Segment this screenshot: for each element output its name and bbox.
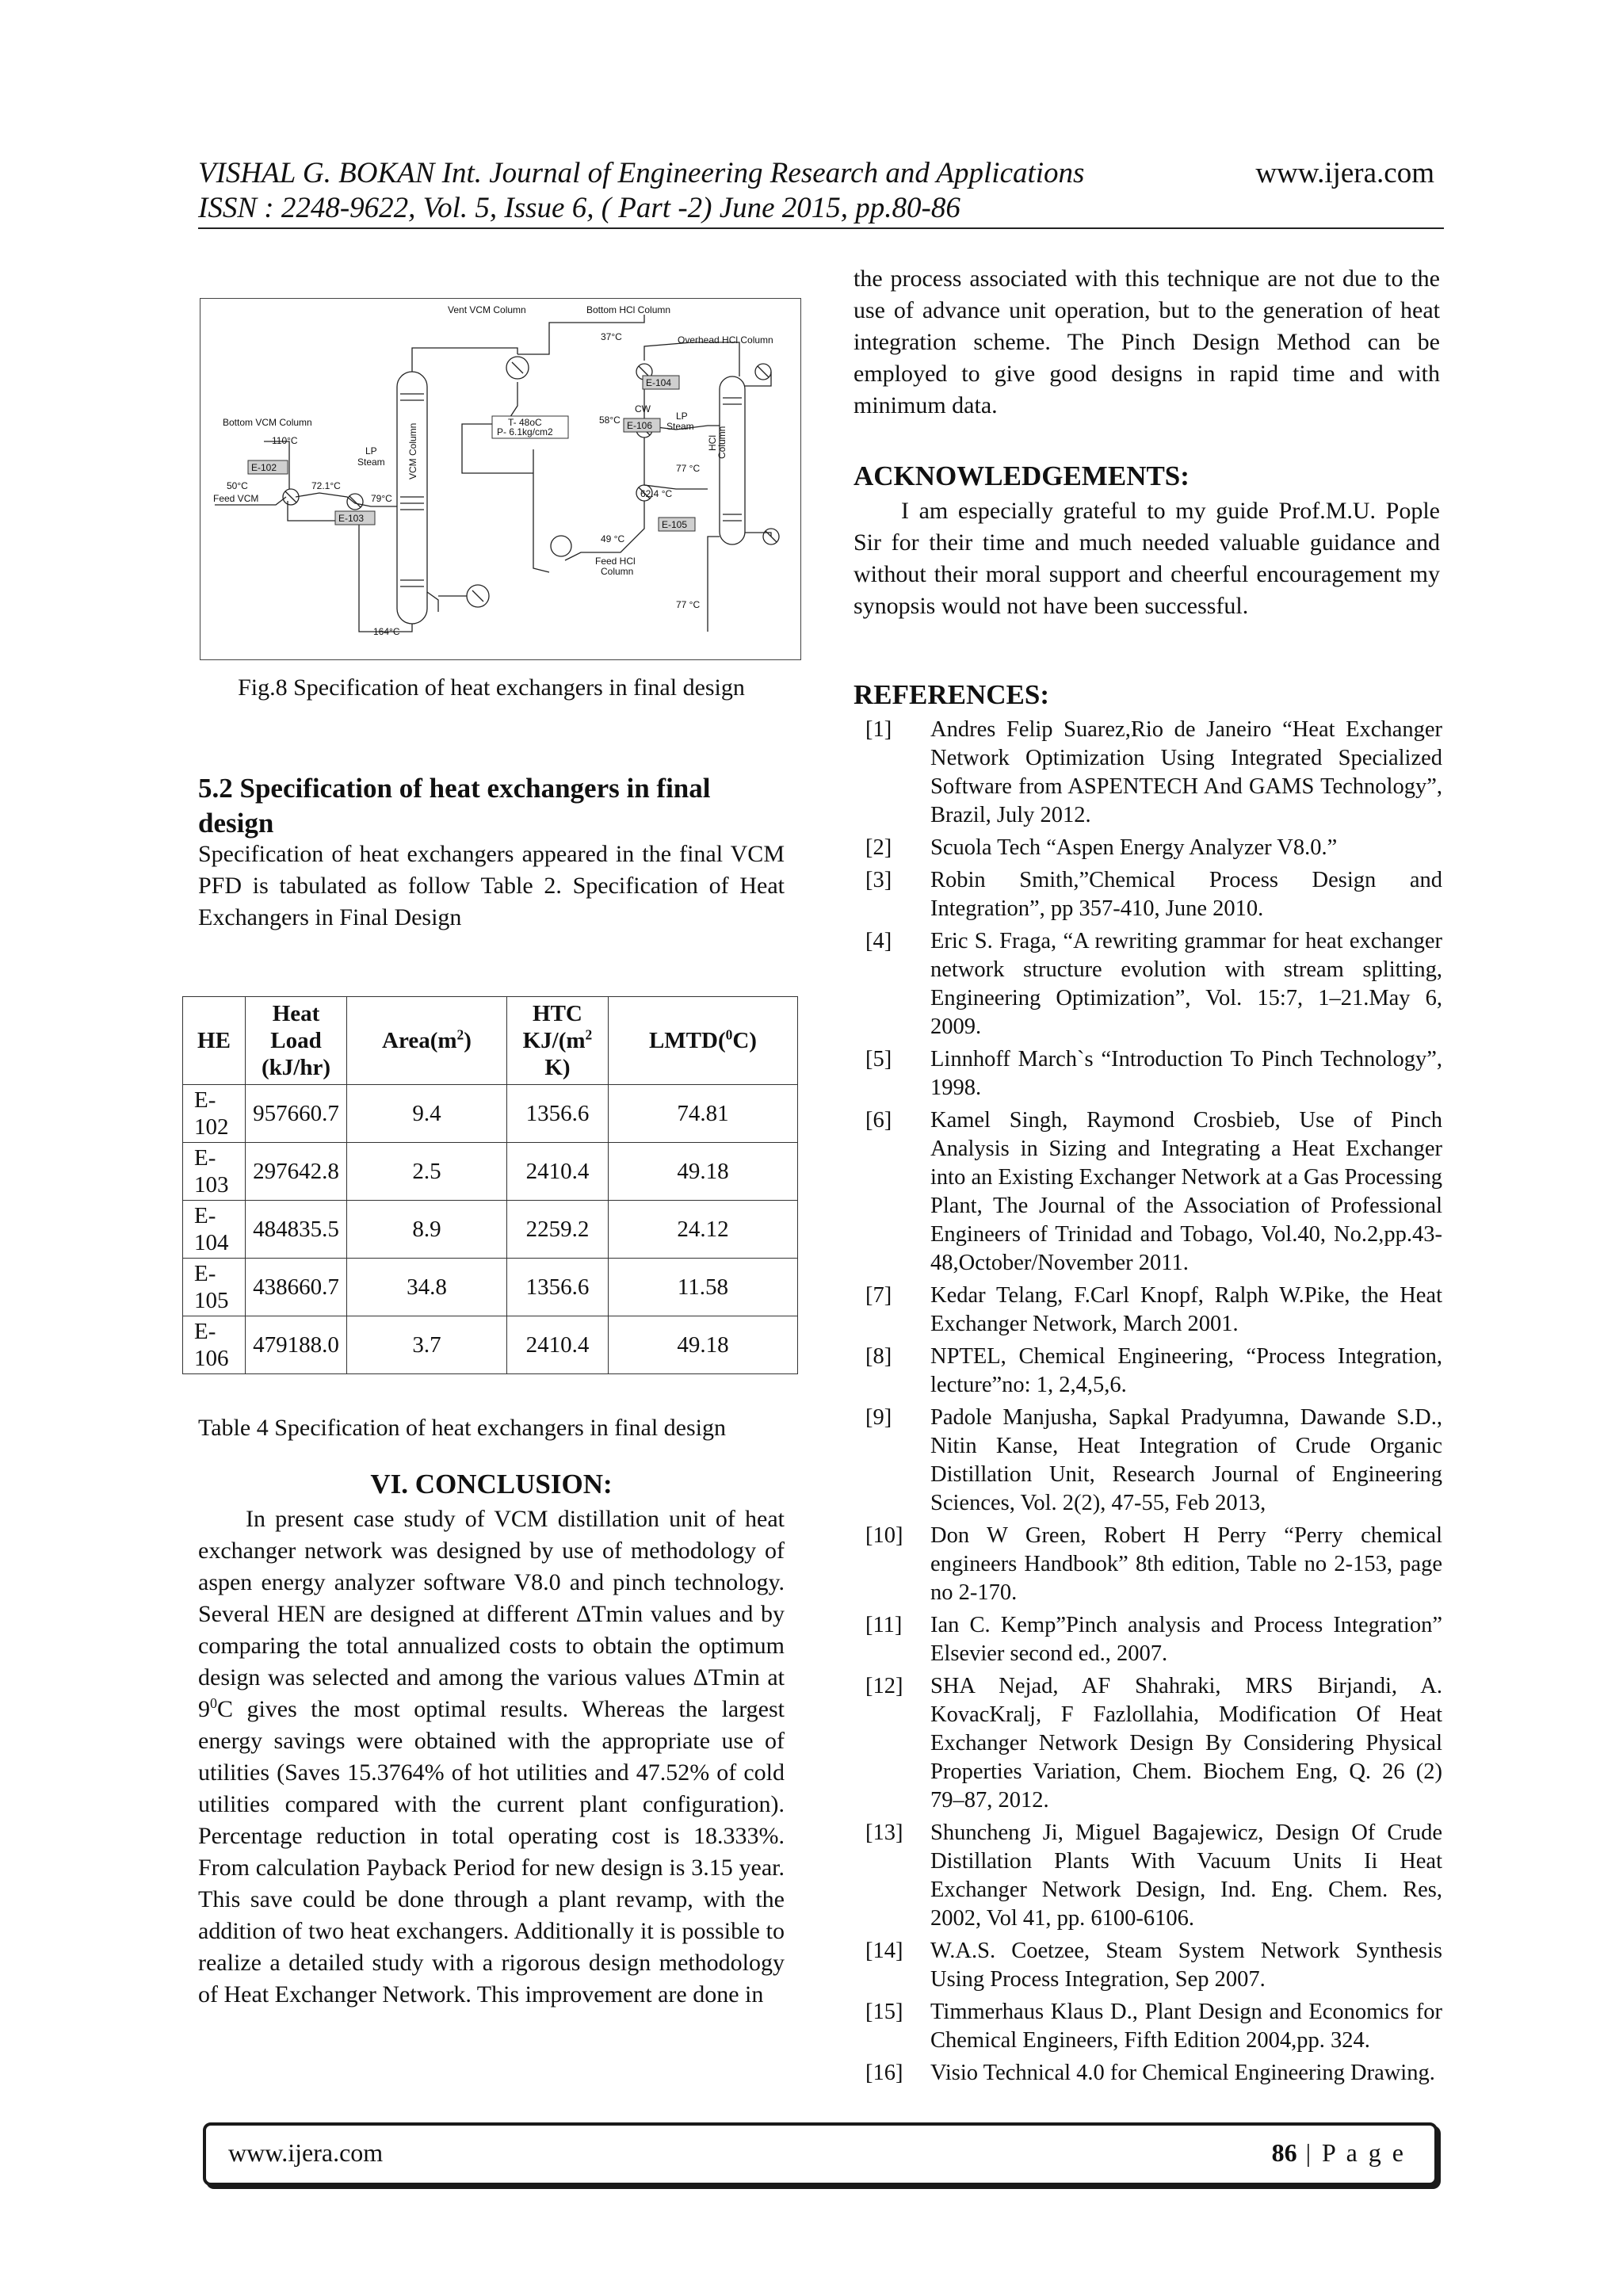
conclusion-body: In present case study of VCM distillation unit of heat exchanger network was designed by use of methodology of aspen energy analyzer software V8.0 and pinch technology. Several HEN are designed at different ΔTmin values and by comparing the total annualized costs to obtain the optimum design was selected and among the various values ΔTmin at $9^0C$ gives the most optimal results. Whereas the largest energy savings were obtained with the appropriate use of utilities (Saves 15.3764% of hot utilities and 47.52% of cold utilities compared with the current plant configuration). Percentage reduction in total operating cost is 18.333%. From calculation Payback Period for new design is 3.15 year. This save could be done through a plant revamp, with the addition of two heat exchangers. Additionally it is possible to realize a detailed study with a rigorous design methodology of Heat Exchanger Network. This improvement are done in bbox=[198, 1506, 785, 2008]
cell-he: E-106 bbox=[183, 1316, 246, 1374]
section-5-2-heading: 5.2 Specification of heat exchangers in final design bbox=[198, 773, 711, 839]
reference-item: [3] Robin Smith,”Chemical Process Design and Integration”, pp 357-410, June 2010. bbox=[865, 868, 1442, 921]
reference-item: [16] Visio Technical 4.0 for Chemical Engineering Drawing. bbox=[865, 2061, 1435, 2085]
reference-item: [8] NPTEL, Chemical Engineering, “Process Integration, lecture”no: 1, 2,4,5,6. bbox=[865, 1344, 1442, 1397]
reference-item: [15] Timmerhaus Klaus D., Plant Design and Economics for Chemical Engineers, Fifth Edition 2004,pp. 324. bbox=[865, 2000, 1442, 2053]
label-lp2: LP bbox=[676, 411, 688, 422]
label-tp-2: P- 6.1kg/cm2 bbox=[497, 426, 553, 437]
journal-title: VISHAL G. BOKAN Int. Journal of Engineering Research and Applications bbox=[198, 157, 1085, 189]
label-cw: CW bbox=[635, 403, 651, 415]
label-e104: E-104 bbox=[646, 377, 672, 388]
col-he: HE bbox=[183, 997, 246, 1085]
references-list bbox=[865, 716, 1442, 2092]
table-row bbox=[183, 1259, 798, 1316]
table-row bbox=[183, 1085, 798, 1143]
cell-htc: 1356.6 bbox=[506, 1085, 608, 1143]
reference-item: [5] Linnhoff March`s “Introduction To Pinch Technology”, 1998. bbox=[865, 1047, 1442, 1100]
figure-caption: Fig.8 Specification of heat exchangers in final design bbox=[238, 674, 745, 701]
cell-lmtd: 74.81 bbox=[608, 1085, 797, 1143]
label-feed-vcm: Feed VCM bbox=[213, 493, 259, 504]
page-footer bbox=[203, 2122, 1438, 2186]
reference-item: [12] SHA Nejad, AF Shahraki, MRS Birjandi, A. KovacKralj, F Fazlollahia, Modification Of Heat Exchanger Network Design By Considering Physical Properties Variation, Chem. Biochem Eng, Q. 26 (2) 79–87, 2012. bbox=[865, 1674, 1442, 1813]
cell-area: 3.7 bbox=[347, 1316, 507, 1374]
footer-url[interactable]: www.ijera.com bbox=[228, 2138, 384, 2167]
table-row bbox=[183, 1201, 798, 1259]
label-t49: 49 °C bbox=[601, 533, 625, 544]
label-bottom-vcm: Bottom VCM Column bbox=[223, 417, 312, 428]
cell-he: E-102 bbox=[183, 1085, 246, 1143]
reference-item: [7] Kedar Telang, F.Carl Knopf, Ralph W.Pike, the Heat Exchanger Network, March 2001. bbox=[865, 1283, 1442, 1336]
cell-area: 9.4 bbox=[347, 1085, 507, 1143]
label-tp-1: T- 48oC bbox=[508, 417, 542, 428]
cell-lmtd: 24.12 bbox=[608, 1201, 797, 1259]
vcm-column-vessel bbox=[397, 372, 427, 624]
table-row bbox=[183, 1143, 798, 1201]
label-t164: 164°C bbox=[373, 626, 400, 637]
conclusion-heading: VI. CONCLUSION: bbox=[370, 1469, 613, 1499]
label-e102: E-102 bbox=[251, 462, 277, 473]
reference-item: [11] Ian C. Kemp”Pinch analysis and Process Integration” Elsevier second ed., 2007. bbox=[865, 1613, 1442, 1666]
reference-item: [1] Andres Felip Suarez,Rio de Janeiro “Heat Exchanger Network Optimization Using Integrated Specialized Software from ASPENTECH And GAMS Technology”, Brazil, July 2012. bbox=[865, 717, 1442, 827]
cell-he: E-103 bbox=[183, 1143, 246, 1201]
table-header-row bbox=[183, 997, 798, 1085]
cell-area: 2.5 bbox=[347, 1143, 507, 1201]
reference-item: [13] Shuncheng Ji, Miguel Bagajewicz, Design Of Crude Distillation Plants With Vacuum Units Ii Heat Exchanger Network Design, Ind. Eng. Chem. Res, 2002, Vol 41, pp. 6100-6106. bbox=[865, 1820, 1442, 1931]
label-e106: E-106 bbox=[627, 420, 653, 431]
cell-area: 8.9 bbox=[347, 1201, 507, 1259]
cell-htc: 2259.2 bbox=[506, 1201, 608, 1259]
reference-item: [4] Eric S. Fraga, “A rewriting grammar for heat exchanger network structure evolution with stream splitting, Engineering Optimization”, Vol. 15:7, 1–21.May 6, 2009. bbox=[865, 929, 1442, 1039]
label-t721: 72.1°C bbox=[311, 480, 341, 491]
header-url[interactable]: www.ijera.com bbox=[1255, 157, 1434, 189]
label-steam: Steam bbox=[357, 457, 385, 468]
cell-lmtd: 11.58 bbox=[608, 1259, 797, 1316]
label-steam2: Steam bbox=[666, 421, 694, 432]
label-lp: LP bbox=[365, 445, 377, 457]
label-t624: 62.4 °C bbox=[640, 488, 673, 499]
label-t50: 50°C bbox=[227, 480, 248, 491]
label-t77a: 77 °C bbox=[676, 463, 701, 474]
cell-htc: 1356.6 bbox=[506, 1259, 608, 1316]
reference-item: [10] Don W Green, Robert H Perry “Perry chemical engineers Handbook” 8th edition, Table no 2-153, page no 2-170. bbox=[865, 1523, 1442, 1605]
reference-item: [9] Padole Manjusha, Sapkal Pradyumna, Dawande S.D., Nitin Kanse, Heat Integration of Crude Organic Distillation Unit, Research Journal of Engineering Sciences, Vol. 2(2), 47-55, Feb 2013, bbox=[865, 1405, 1442, 1515]
label-hcl: HCl bbox=[707, 435, 718, 451]
cell-area: 34.8 bbox=[347, 1259, 507, 1316]
label-overhead-hcl: Overhead HCl Column bbox=[678, 334, 773, 346]
heat-exchanger-table bbox=[182, 996, 798, 1374]
cell-htc: 2410.4 bbox=[506, 1316, 608, 1374]
process-flow-diagram bbox=[200, 298, 801, 660]
table-caption: Table 4 Specification of heat exchangers in final design bbox=[198, 1415, 726, 1441]
cell-heat-load: 438660.7 bbox=[246, 1259, 347, 1316]
label-bottom-hcl: Bottom HCl Column bbox=[586, 304, 671, 315]
label-e103: E-103 bbox=[338, 513, 365, 524]
section-5-2-body: Specification of heat exchangers appeared in the final VCM PFD is tabulated as follow Table 2. Specification of Heat Exchangers in Final Design bbox=[198, 841, 785, 930]
header-rule bbox=[198, 227, 1444, 229]
label-e105: E-105 bbox=[662, 519, 688, 530]
cell-htc: 2410.4 bbox=[506, 1143, 608, 1201]
cell-heat-load: 297642.8 bbox=[246, 1143, 347, 1201]
cell-he: E-105 bbox=[183, 1259, 246, 1316]
label-vent-vcm: Vent VCM Column bbox=[448, 304, 526, 315]
table-row bbox=[183, 1316, 798, 1374]
label-t77b: 77 °C bbox=[676, 599, 701, 610]
page-number: 86 | P a g e bbox=[1271, 2138, 1406, 2167]
cell-heat-load: 479188.0 bbox=[246, 1316, 347, 1374]
cell-he: E-104 bbox=[183, 1201, 246, 1259]
reference-item: [6] Kamel Singh, Raymond Crosbieb, Use of Pinch Analysis in Sizing and Integrating a Heat Exchanger into an Existing Exchanger Network at a Gas Processing Plant, The Journal of the Association of Professional Engineers of Trinidad and Tobago, Vol.40, No.2,pp.43-48,October/November 2011. bbox=[865, 1108, 1442, 1275]
conclusion-continuation: the process associated with this technique are not due to the use of advance unit operation, but to the generation of heat integration scheme. The Pinch Design Method can be employed to give good designs in rapid time and with minimum data. bbox=[854, 266, 1440, 418]
label-t79: 79°C bbox=[371, 493, 392, 504]
references-heading: REFERENCES: bbox=[854, 679, 1049, 710]
acknowledgements-heading: ACKNOWLEDGEMENTS: bbox=[854, 460, 1190, 491]
pump bbox=[551, 536, 571, 556]
label-vcm-column: VCM Column bbox=[407, 422, 418, 479]
issn-line: ISSN : 2248-9622, Vol. 5, Issue 6, ( Part -2) June 2015, pp.80-86 bbox=[198, 192, 960, 224]
cell-heat-load: 957660.7 bbox=[246, 1085, 347, 1143]
cell-lmtd: 49.18 bbox=[608, 1143, 797, 1201]
acknowledgements-body: I am especially grateful to my guide Prof.M.U. Pople Sir for their time and much needed valuable guidance and without their moral support and cheerful encouragement my synopsis would not have been successful. bbox=[854, 498, 1440, 619]
col-heat-load: Heat Load (kJ/hr) bbox=[246, 997, 347, 1085]
cell-lmtd: 49.18 bbox=[608, 1316, 797, 1374]
label-feed-hcl: Feed HCl bbox=[595, 556, 636, 567]
col-htc: HTC $KJ/(m^2$ K) bbox=[506, 997, 608, 1085]
reference-item: [14] W.A.S. Coetzee, Steam System Network Synthesis Using Process Integration, Sep 2007. bbox=[865, 1939, 1442, 1992]
col-lmtd: LMTD($^0$C) bbox=[608, 997, 797, 1085]
label-t110: 110°C bbox=[272, 435, 298, 446]
label-t58: 58°C bbox=[599, 415, 621, 426]
col-area: $Area(m^2)$ bbox=[347, 997, 507, 1085]
cell-heat-load: 484835.5 bbox=[246, 1201, 347, 1259]
label-hcl-column: Column bbox=[716, 426, 727, 459]
label-t37: 37°C bbox=[601, 331, 622, 342]
label-feed-hcl-column: Column bbox=[601, 566, 634, 577]
hcl-column-vessel bbox=[720, 376, 745, 544]
reference-item: [2] Scuola Tech “Aspen Energy Analyzer V8.0.” bbox=[865, 835, 1338, 860]
